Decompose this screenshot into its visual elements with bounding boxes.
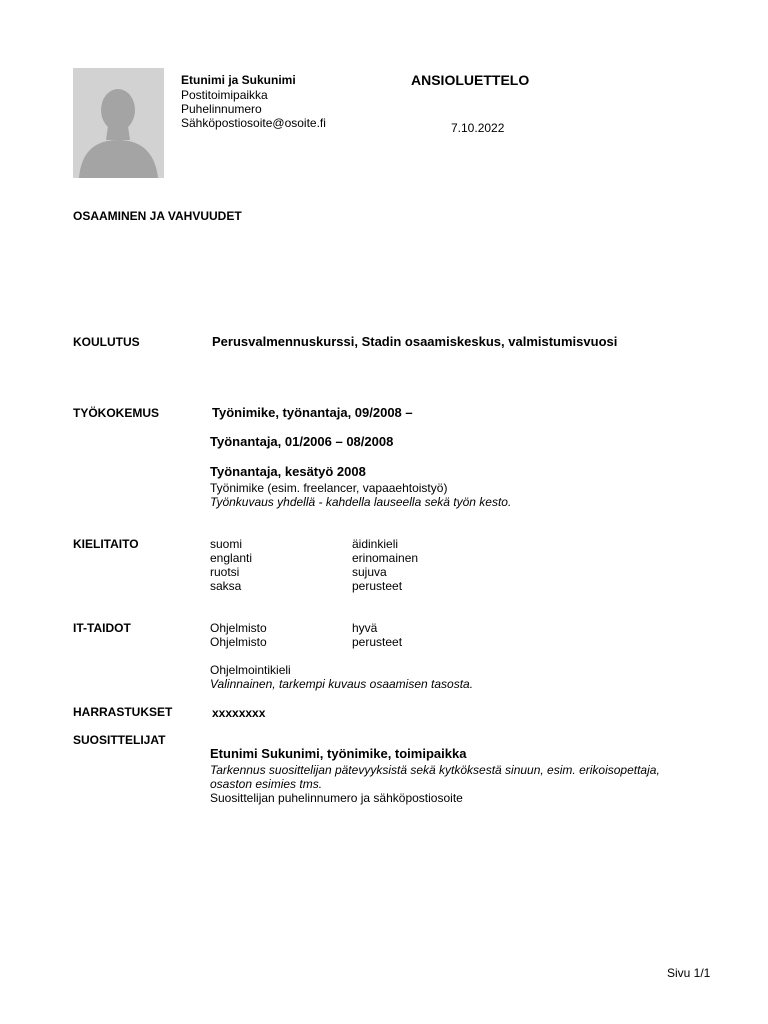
education-entry: Perusvalmennuskurssi, Stadin osaamiskeskus, valmistumisvuosi <box>212 334 618 349</box>
it-skill-level: perusteet <box>352 635 403 649</box>
language-level: äidinkieli <box>352 537 399 551</box>
section-heading-hobbies: HARRASTUKSET <box>73 705 173 719</box>
hobbies-value: xxxxxxxx <box>212 706 266 720</box>
section-heading-skills: OSAAMINEN JA VAHVUUDET <box>73 209 242 223</box>
experience-entry-role: Työnimike (esim. freelancer, vapaaehtoistyö) <box>210 481 448 495</box>
candidate-phone: Puhelinnumero <box>181 102 262 116</box>
language-name: ruotsi <box>210 565 240 579</box>
reference-contact: Suosittelijan puhelinnumero ja sähköpostiosoite <box>210 791 463 805</box>
experience-entry-title: Työnantaja, 01/2006 – 08/2008 <box>210 434 394 449</box>
reference-note: osaston esimies tms. <box>210 777 323 791</box>
it-skill-list <box>210 621 267 649</box>
section-heading-education: KOULUTUS <box>73 335 140 349</box>
experience-entry-title: Työnantaja, kesätyö 2008 <box>210 464 366 479</box>
it-skill-name: Ohjelmisto <box>210 635 267 649</box>
language-name: englanti <box>210 551 253 565</box>
programming-language: Ohjelmointikieli <box>210 663 291 677</box>
page-number: Sivu 1/1 <box>667 966 711 980</box>
section-heading-references: SUOSITTELIJAT <box>73 733 166 747</box>
reference-note: Tarkennus suosittelijan pätevyyksistä sekä kytköksestä sinuun, esim. erikoisopettaja, <box>210 763 660 777</box>
language-level: perusteet <box>352 579 403 593</box>
language-name: saksa <box>210 579 242 593</box>
language-list <box>210 537 252 593</box>
document-title: ANSIOLUETTELO <box>411 72 530 88</box>
experience-entry-description: Työnkuvaus yhdellä - kahdella lauseella sekä työn kesto. <box>210 495 512 509</box>
language-name: suomi <box>210 537 243 551</box>
experience-entry-title: Työnimike, työnantaja, 09/2008 – <box>212 405 413 420</box>
it-skill-name: Ohjelmisto <box>210 621 267 635</box>
section-heading-experience: TYÖKOKEMUS <box>73 406 160 420</box>
profile-photo-placeholder <box>73 68 164 178</box>
document-date: 7.10.2022 <box>451 121 505 135</box>
it-skill-level-list <box>352 621 402 649</box>
candidate-name: Etunimi ja Sukunimi <box>181 73 296 87</box>
section-heading-it-skills: IT-TAIDOT <box>73 621 131 635</box>
candidate-city: Postitoimipaikka <box>181 88 268 102</box>
programming-language-note: Valinnainen, tarkempi kuvaus osaamisen tasosta. <box>210 677 474 691</box>
language-level: sujuva <box>352 565 387 579</box>
reference-name: Etunimi Sukunimi, työnimike, toimipaikka <box>210 746 467 761</box>
language-level-list <box>352 537 418 593</box>
candidate-email: Sähköpostiosoite@osoite.fi <box>181 116 326 130</box>
section-heading-languages: KIELITAITO <box>73 537 139 551</box>
it-skill-level: hyvä <box>352 621 378 635</box>
language-level: erinomainen <box>352 551 419 565</box>
person-silhouette-icon <box>73 68 164 178</box>
